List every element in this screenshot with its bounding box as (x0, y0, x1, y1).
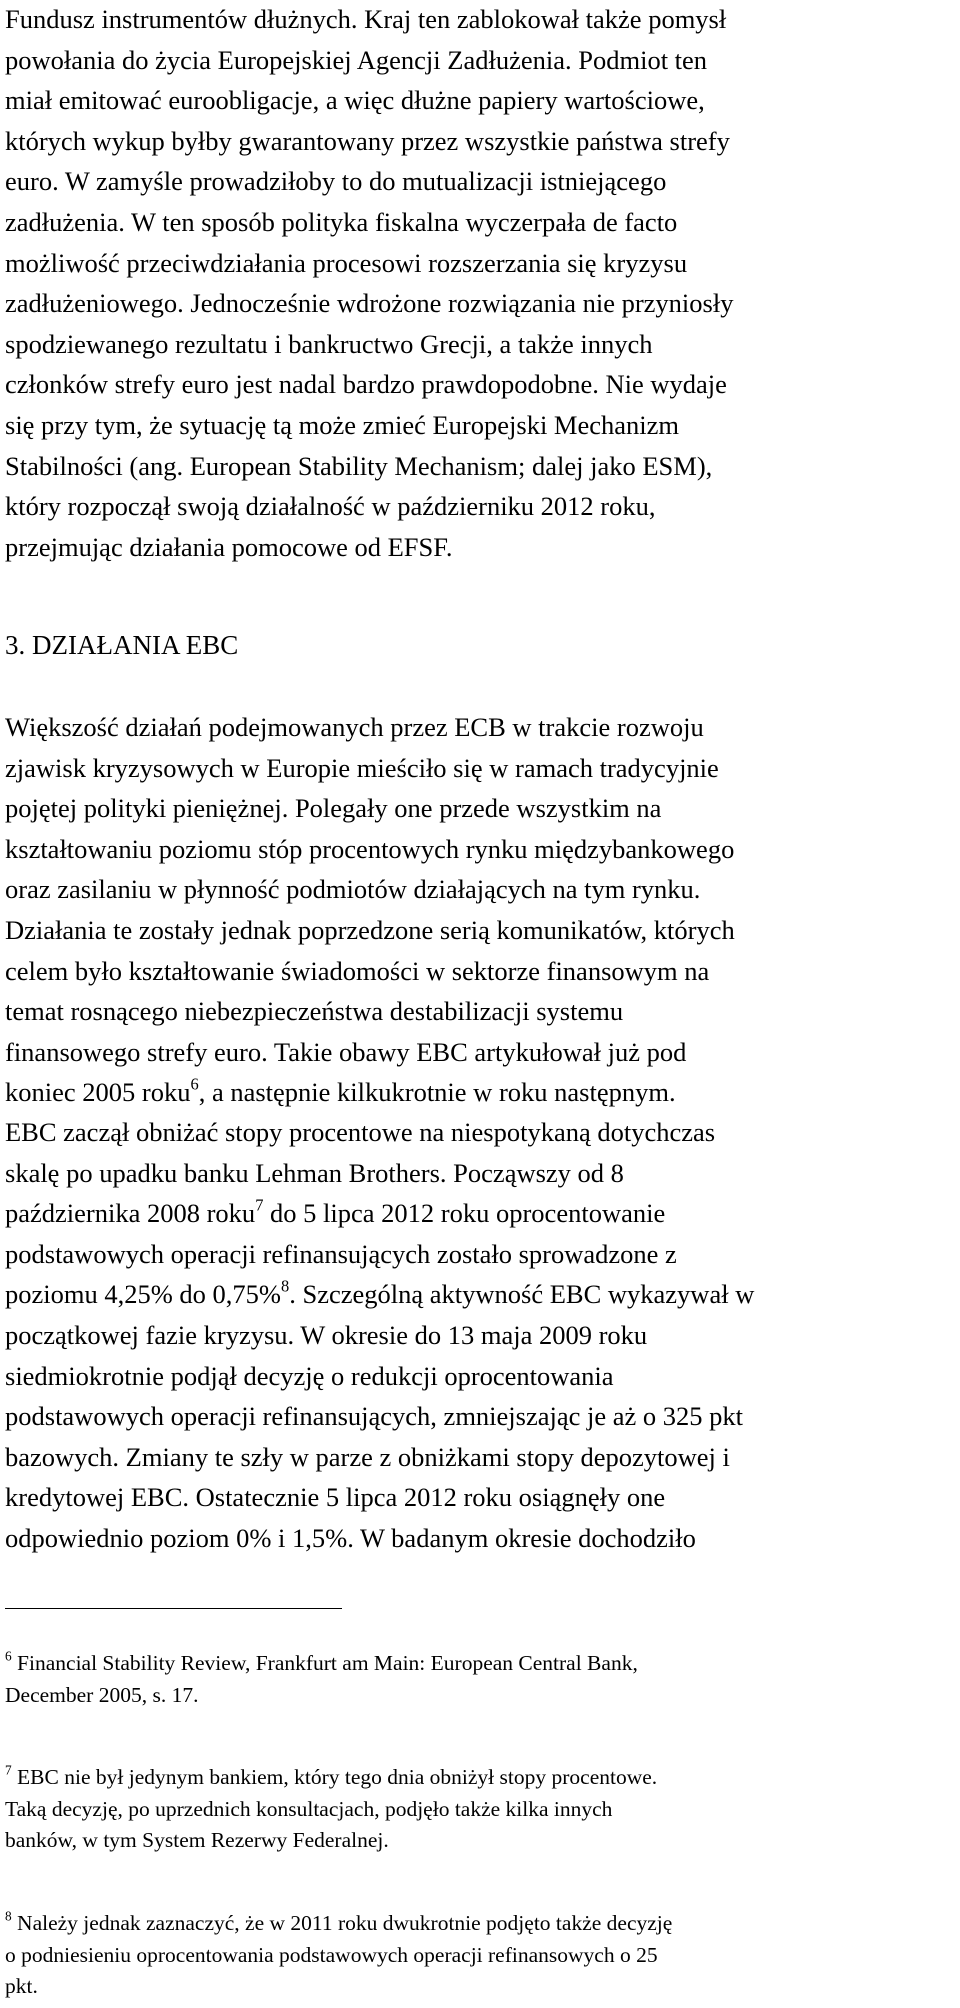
paragraph-interest-rates-part-2: do 5 lipca 2012 roku oprocentowanie podstawowych operacji refinansujących zostało sprowadzone z poziomu 4,25% do 0,75% (5, 1198, 677, 1310)
paragraph-ebc-actions-text: Większość działań podejmowanych przez ECB w trakcie rozwoju zjawisk kryzysowych w Europie mieściło się w ramach tradycyjnie pojętej polityki pieniężnej. Polegały one przede wszystkim na kształtowaniu poziomu stóp procentowych rynku międzybankowego oraz zasilaniu w płynność podmiotów działających na tym rynku. Działania te zostały jednak poprzedzone serią komunikatów, których celem było kształtowanie świadomości w sektorze finansowym na temat rosnącego niebezpieczeństwa destabilizacji systemu finansowego strefy euro. Takie obawy EBC artykułował już pod koniec 2005 roku (5, 712, 735, 1108)
paragraph-interest-rates-part-3: . Szczególną aktywność EBC wykazywał w początkowej fazie kryzysu. W okresie do 13 maja 2009 roku siedmiokrotnie podjął decyzję o redukcji oprocentowania podstawowych operacji refinansujących, zmniejszając je aż o 325 pkt bazowych. Zmiany te szły w parze z obniżkami stopy depozytowej i kredytowej EBC. Ostatecznie 5 lipca 2012 roku osiągnęły one odpowiednio poziom 0% i 1,5%. W badanym okresie dochodziło (5, 1279, 755, 1553)
paragraph-interest-rates (5, 1112, 943, 1559)
footnote-7 (5, 1762, 943, 1857)
footnote-number: 8 (5, 1908, 12, 1924)
document-page (5, 0, 943, 1998)
paragraph-ebc-actions-tail: , a następnie kilkukrotnie w roku następnym. (198, 1077, 676, 1108)
footnote-text: EBC nie był jedynym bankiem, który tego dnia obniżył stopy procentowe. Taką decyzję, po uprzednich konsultacjach, podjęło także kilka innych banków, w tym System Rezerwy Federalnej. (5, 1765, 658, 1852)
footnote-text: Financial Stability Review, Frankfurt am Main: European Central Bank, December 2005, s. 17. (5, 1651, 638, 1707)
footnote-ref-6: 6 (190, 1074, 199, 1094)
footnote-ref-8: 8 (281, 1276, 290, 1296)
footnote-number: 6 (5, 1648, 12, 1664)
footnote-separator (5, 1608, 342, 1609)
footnote-6 (5, 1648, 943, 1711)
footnote-ref-7: 7 (255, 1195, 264, 1215)
paragraph-ebc-actions (5, 707, 943, 1113)
footnote-number: 7 (5, 1762, 12, 1778)
section-heading: 3. DZIAŁANIA EBC (5, 630, 239, 660)
footnote-text: Należy jednak zaznaczyć, że w 2011 roku dwukrotnie podjęto także decyzję o podniesieniu oprocentowania podstawowych operacji refinansowych o 25 pkt. (5, 1911, 673, 1998)
paragraph-interest-rates-part-1: EBC zaczął obniżać stopy procentowe na niespotykaną dotychczas skalę po upadku banku Lehman Brothers. Począwszy od 8 października 2008 roku (5, 1117, 716, 1229)
footnote-8 (5, 1908, 943, 2003)
intro-paragraph: Fundusz instrumentów dłużnych. Kraj ten zablokował także pomysł powołania do życia Europejskiej Agencji Zadłużenia. Podmiot ten miał emitować euroobligacje, a więc dłużne papiery wartościowe, których wykup byłby gwarantowany przez wszystkie państwa strefy euro. W zamyśle prowadziłoby to do mutualizacji istniejącego zadłużenia. W ten sposób polityka fiskalna wyczerpała de facto możliwość przeciwdziałania procesowi rozszerzania się kryzysu zadłużeniowego. Jednocześnie wdrożone rozwiązania nie przyniosły spodziewanego rezultatu i bankructwo Grecji, a także innych członków strefy euro jest nadal bardzo prawdopodobne. Nie wydaje się przy tym, że sytuację tą może zmieć Europejski Mechanizm Stabilności (ang. European Stability Mechanism; dalej jako ESM), który rozpoczął swoją działalność w październiku 2012 roku, przejmując działania pomocowe od EFSF. (5, 4, 734, 562)
